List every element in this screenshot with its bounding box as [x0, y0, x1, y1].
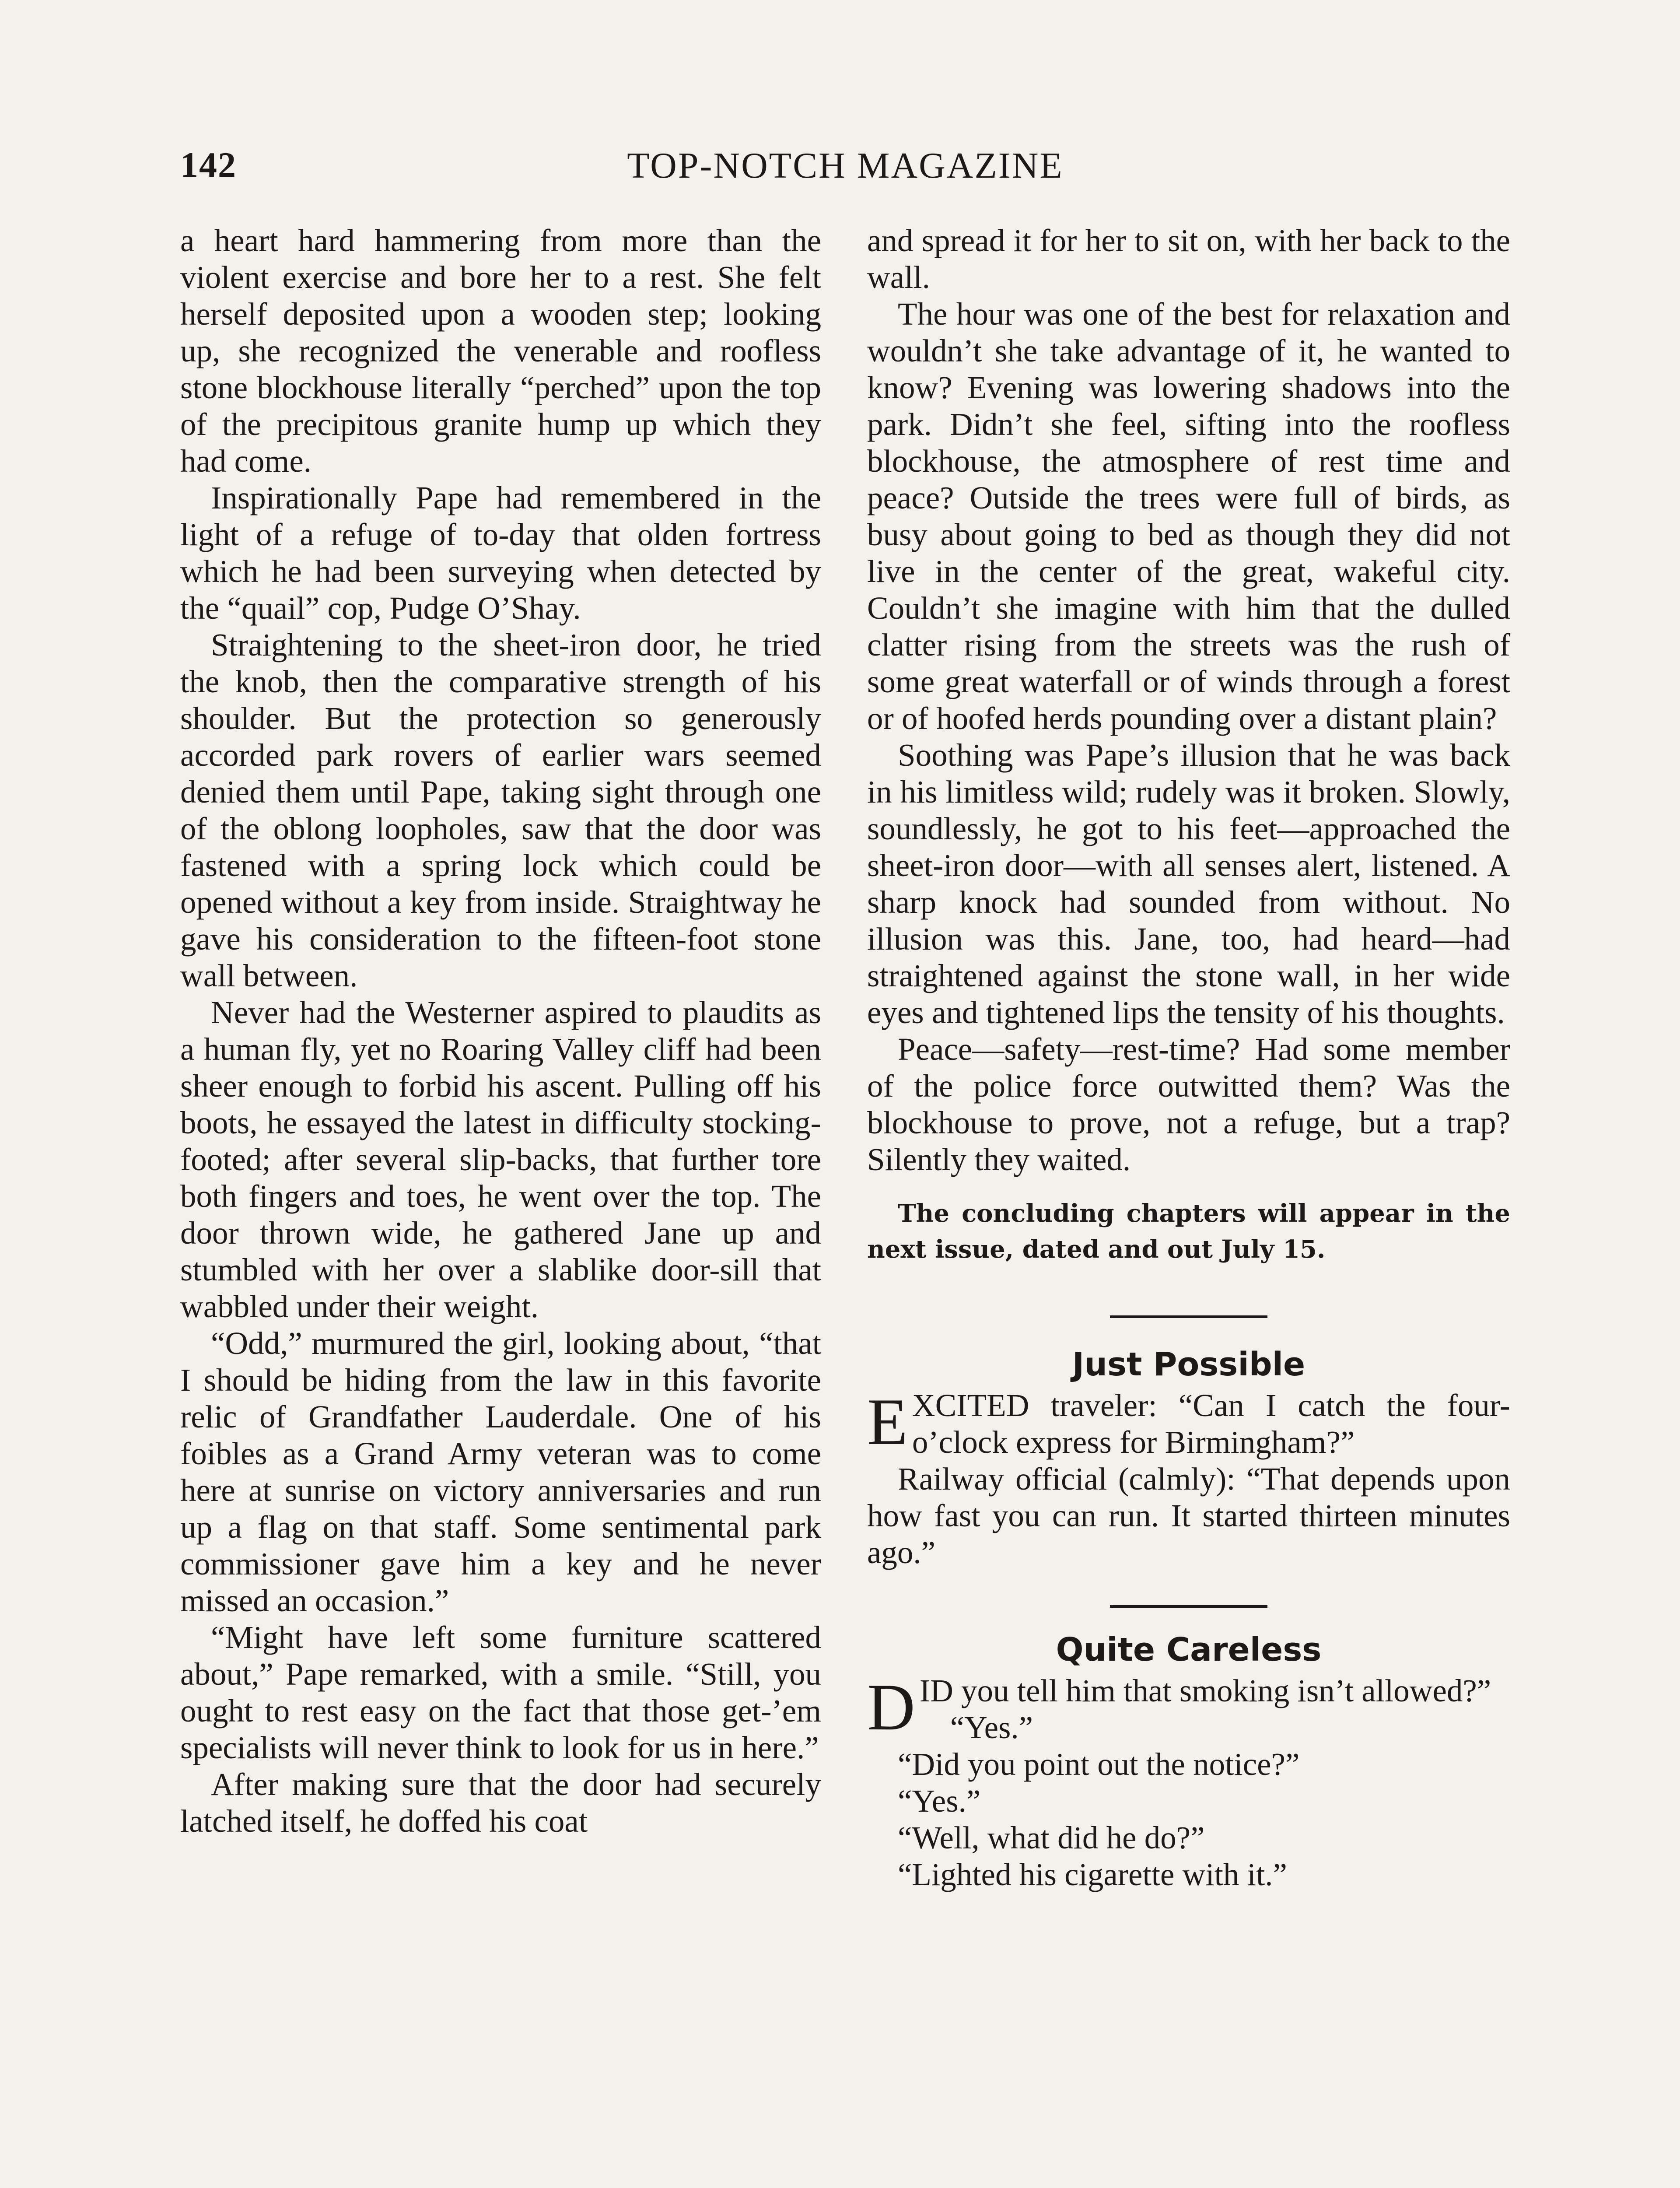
joke-text: ID you tell him that smoking isn’t allowed?” — [919, 1673, 1491, 1708]
joke-paragraph: Railway official (calmly): “That depends upon how fast you can run. It started thirteen minutes ago.” — [867, 1461, 1510, 1570]
section-divider — [1110, 1605, 1267, 1608]
paragraph: and spread it for her to sit on, with her back to the wall. — [867, 223, 1510, 295]
dialogue-line: “Yes.” — [898, 1783, 981, 1819]
paragraph: Peace—safety—rest-time? Had some member of the police force outwitted them? Was the blockhouse to prove, not a refuge, but a trap? Silently they waited. — [867, 1031, 1510, 1177]
joke-title: Quite Careless — [1056, 1631, 1322, 1669]
paragraph: Never had the Westerner aspired to plaudits as a human fly, yet no Roaring Valley cliff had been sheer enough to forbid his ascent. Pulling off his boots, he essayed the latest in difficulty stocking-footed; after several slip-backs, that further tore both fingers and toes, he went over the top. The door thrown wide, he gathered Jane up and stumbled with her over a slablike door-sill that wabbled under their weight. — [180, 995, 821, 1324]
joke-title: Just Possible — [1072, 1346, 1306, 1383]
drop-cap: D — [867, 1670, 915, 1744]
left-column — [180, 222, 821, 1840]
paragraph: Soothing was Pape’s illusion that he was back in his limitless wild; rudely was it broken. Slowly, soundlessly, he got to his feet—approached the sheet-iron door—with all senses alert, listened. A sharp knock had sounded from without. No illusion was this. Jane, too, had heard—had straightened against the stone wall, in her wide eyes and tightened lips the tensity of his thoughts. — [867, 737, 1510, 1030]
dialogue-line: “Lighted his cigarette with it.” — [898, 1857, 1287, 1892]
section-divider — [1110, 1315, 1267, 1318]
dialogue-line: “Yes.” — [950, 1710, 1033, 1745]
paragraph: “Odd,” murmured the girl, looking about, “that I should be hiding from the law in this favorite relic of Grandfather Lauderdale. One of his foibles as a Grand Army veteran was to come here at sunrise on victory anniversaries and run up a flag on that staff. Some sentimental park commissioner gave him a key and he never missed an occasion.” — [180, 1325, 821, 1618]
dialogue-line: “Well, what did he do?” — [898, 1820, 1205, 1855]
page-number: 142 — [180, 145, 237, 185]
continuation-note: The concluding chapters will appear in the next issue, dated and out July 15. — [867, 1199, 1510, 1264]
paragraph: The hour was one of the best for relaxation and wouldn’t she take advantage of it, he wanted to know? Evening was lowering shadows into the park. Didn’t she feel, sifting into the roofless blockhouse, the atmosphere of rest time and peace? Outside the trees were full of birds, as busy about going to bed as though they did not live in the center of the great, wakeful city. Couldn’t she imagine with him that the dulled clatter rising from the streets was the rush of some great waterfall or of winds through a forest or of hoofed herds pounding over a distant plain? — [867, 296, 1510, 736]
paragraph: After making sure that the door had securely latched itself, he doffed his coat — [180, 1767, 821, 1839]
paragraph: Straightening to the sheet-iron door, he tried the knob, then the comparative strength of his shoulder. But the protection so generously accorded park rovers of earlier wars seemed denied them until Pape, taking sight through one of the oblong loopholes, saw that the door was fastened with a spring lock which could be opened without a key from inside. Straightway he gave his consideration to the fifteen-foot stone wall between. — [180, 627, 821, 993]
joke-paragraph — [867, 1387, 1510, 1461]
joke-text: XCITED traveler: “Can I catch the four-o’clock express for Birmingham?” — [912, 1388, 1510, 1460]
paragraph: “Might have left some furniture scattered about,” Pape remarked, with a smile. “Still, you ought to rest easy on the fact that those get-’em specialists will never think to look for us in here.” — [180, 1620, 821, 1765]
page-header — [180, 144, 1510, 197]
running-title: TOP-NOTCH MAGAZINE — [627, 145, 1064, 186]
paragraph: a heart hard hammering from more than the violent exercise and bore her to a rest. She felt herself deposited upon a wooden step; looking up, she recognized the venerable and roofless stone blockhouse literally “perched” upon the top of the precipitous granite hump up which they had come. — [180, 223, 821, 479]
paragraph: Inspirationally Pape had remembered in the light of a refuge of to-day that olden fortress which he had been surveying when detected by the “quail” cop, Pudge O’Shay. — [180, 480, 821, 626]
dialogue-line: “Did you point out the notice?” — [898, 1746, 1300, 1782]
drop-cap: E — [867, 1385, 908, 1459]
right-column — [867, 222, 1510, 1893]
